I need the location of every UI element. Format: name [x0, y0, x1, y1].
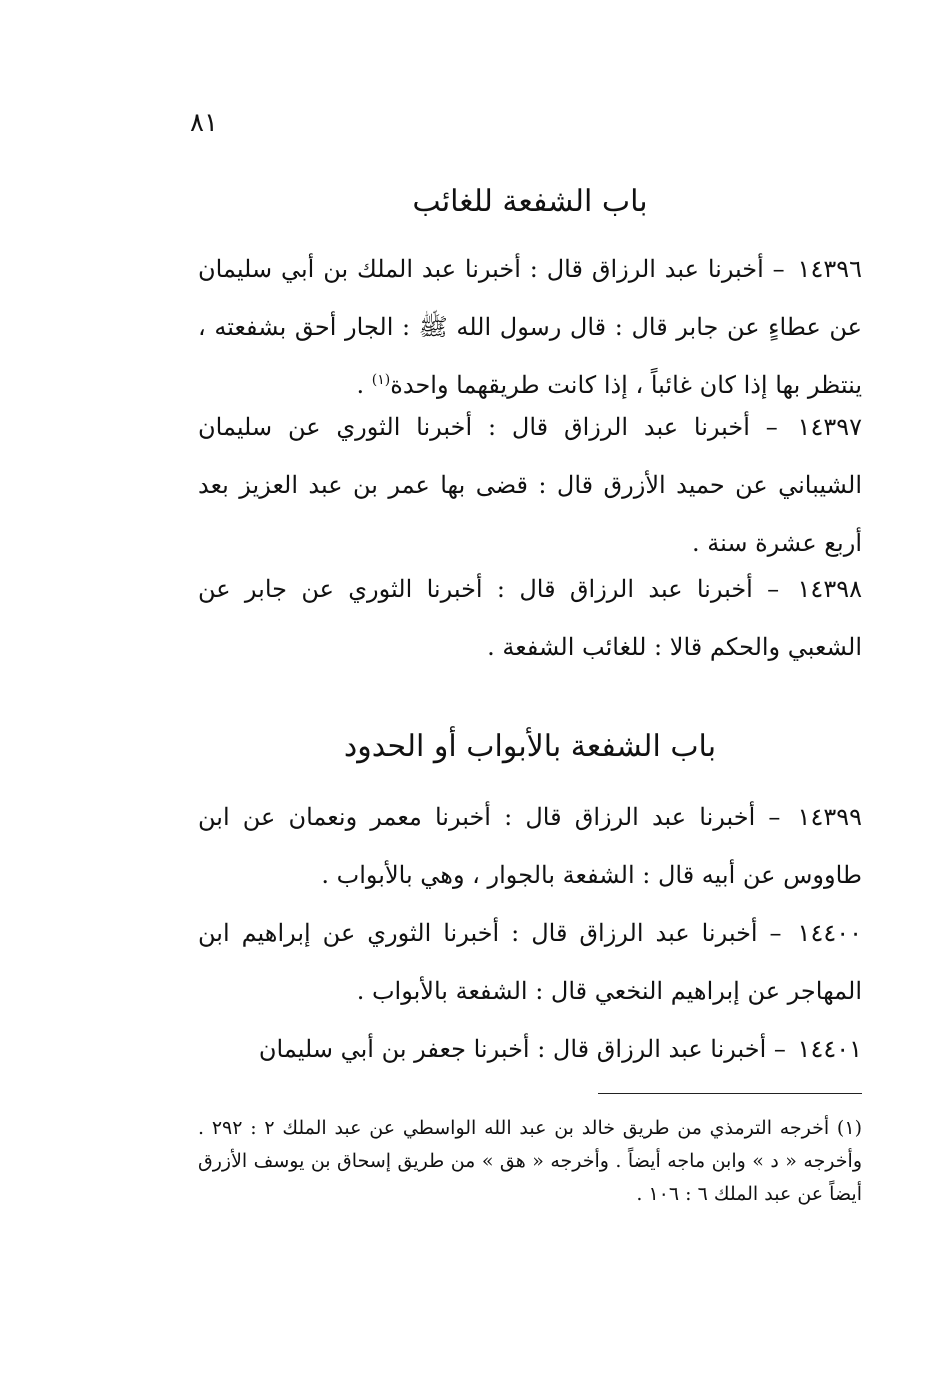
hadith-number: ١٤٣٩٨ [797, 575, 862, 603]
hadith-number: ١٤٤٠١ [797, 1035, 862, 1063]
hadith-text: – أخبرنا عبد الرزاق قال : أخبرنا الثوري عن سليمان الشيباني عن حميد الأزرق قال : قضى بها عمر بن عبد العزيز بعد أربع عشرة سنة . [198, 413, 862, 557]
hadith-text: – أخبرنا عبد الرزاق قال : أخبرنا جعفر بن أبي سليمان [258, 1035, 786, 1063]
hadith-14398 [198, 560, 862, 676]
hadith-text: – أخبرنا عبد الرزاق قال : أخبرنا عبد الملك بن أبي سليمان عن عطاءٍ عن جابر قال : قال رسول الله ﷺ : الجار أحق بشفعته ، ينتظر بها إذا كان غائباً ، إذا كانت طريقهما واحدة [198, 255, 862, 399]
footnote-marker: (١) [371, 372, 391, 388]
hadith-text: – أخبرنا عبد الرزاق قال : أخبرنا الثوري عن جابر عن الشعبي والحكم قالا : للغائب الشفعة . [198, 575, 862, 661]
chapter-title-doors-boundaries: باب الشفعة بالأبواب أو الحدود [343, 729, 717, 764]
hadith-14400 [198, 904, 862, 1020]
hadith-number: ١٤٣٩٧ [797, 413, 862, 441]
hadith-number: ١٤٣٩٦ [797, 255, 862, 283]
hadith-14401 [198, 1020, 862, 1078]
hadith-number: ١٤٤٠٠ [797, 919, 862, 947]
hadith-number: ١٤٣٩٩ [797, 803, 862, 831]
page-number: ٨١ [190, 108, 218, 138]
hadith-end: . [356, 371, 372, 399]
hadith-text: – أخبرنا عبد الرزاق قال : أخبرنا معمر ونعمان عن ابن طاووس عن أبيه قال : الشفعة بالجوار ، وهي بالأبواب . [198, 803, 862, 889]
hadith-text: – أخبرنا عبد الرزاق قال : أخبرنا الثوري عن إبراهيم ابن المهاجر عن إبراهيم النخعي قال : الشفعة بالأبواب . [198, 919, 862, 1005]
hadith-14397 [198, 398, 862, 572]
footnote: (١) أخرجه الترمذي من طريق خالد بن عبد الله الواسطي عن عبد الملك ٢ : ٢٩٢ . وأخرجه « د » وابن ماجه أيضاً . وأخرجه « هق » من طريق إسحاق بن يوسف الأزرق أيضاً عن عبد الملك ٦ : ١٠٦ . [198, 1117, 862, 1205]
hadith-14396 [198, 240, 862, 414]
hadith-14399 [198, 788, 862, 904]
chapter-title-absent-party: باب الشفعة للغائب [412, 184, 648, 219]
footnote-divider [598, 1093, 862, 1094]
